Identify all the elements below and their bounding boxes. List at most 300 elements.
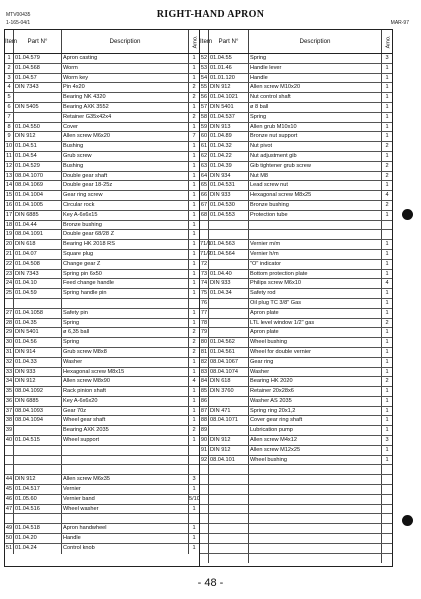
- description-cell: Double gear 18-25z: [62, 181, 189, 190]
- description-cell: Wheel support: [62, 436, 189, 445]
- table-row: [5, 83, 199, 93]
- item-cell: 34: [5, 378, 13, 385]
- quantity-cell: 1: [192, 486, 196, 493]
- description-cell: Safety pin: [62, 309, 189, 318]
- quantity-cell: 2: [192, 329, 196, 336]
- description-cell: Handle lever: [249, 64, 382, 73]
- quantity-cell: 2: [385, 162, 389, 169]
- part-number-cell: 01.04.516: [14, 505, 62, 514]
- table-row: [5, 289, 199, 299]
- quantity-cell: 1: [192, 290, 196, 297]
- item-cell: 46: [5, 495, 13, 502]
- part-number-cell: [209, 485, 249, 494]
- quantity-cell: 4: [385, 192, 389, 199]
- part-number-cell: DIN 933: [209, 279, 249, 288]
- description-cell: Apron casting: [62, 54, 189, 63]
- item-cell: 1: [5, 54, 14, 63]
- part-number-cell: 01.04.515: [14, 436, 62, 445]
- table-row: [200, 260, 392, 270]
- item-cell: 33: [5, 368, 13, 375]
- description-cell: Spring: [62, 338, 189, 347]
- description-cell: Grub screw M8x8: [62, 348, 189, 357]
- quantity-cell: 1: [192, 397, 196, 404]
- item-cell: 76: [200, 299, 208, 306]
- item-cell: 79: [200, 329, 208, 336]
- item-cell: 60: [200, 133, 208, 140]
- description-cell: [249, 465, 382, 474]
- part-number-cell: 01.04.529: [14, 162, 62, 171]
- part-number-cell: DIN 471: [209, 407, 249, 416]
- description-cell: Apron plate: [249, 309, 382, 318]
- description-cell: Wheel for double vernier: [249, 348, 382, 357]
- description-cell: Nut control shaft: [249, 93, 382, 102]
- table-row: [5, 191, 199, 201]
- table-row: [5, 377, 199, 387]
- table-row: [200, 172, 392, 182]
- description-cell: Double gear shaft: [62, 172, 189, 181]
- table-row: [200, 377, 392, 387]
- item-cell: 67: [200, 201, 208, 208]
- quantity-cell: [189, 446, 199, 455]
- part-number-cell: 01.04.55: [209, 54, 249, 63]
- table-row: [5, 132, 199, 142]
- description-cell: Vernier m/m: [249, 240, 382, 249]
- description-cell: [249, 485, 382, 494]
- quantity-cell: [382, 230, 392, 239]
- column-header-qty: [382, 30, 392, 53]
- table-row: [5, 240, 199, 250]
- table-row: [5, 113, 199, 123]
- item-cell: 27: [5, 309, 13, 316]
- item-cell: [200, 485, 209, 494]
- part-number-cell: 01.04.579: [14, 54, 62, 63]
- part-number-cell: 01.04.537: [209, 113, 249, 122]
- item-cell: 81: [200, 348, 208, 355]
- description-cell: [62, 465, 189, 474]
- table-row: [5, 64, 199, 74]
- quantity-cell: 1: [385, 388, 389, 395]
- description-cell: Nut adjustment gib: [249, 152, 382, 161]
- document-subcode: 1-165-04/1: [6, 20, 31, 26]
- item-cell: 3: [5, 74, 14, 83]
- quantity-cell: 2: [192, 94, 196, 101]
- part-number-cell: [209, 505, 249, 514]
- item-cell: 4: [5, 83, 14, 92]
- table-row: [200, 495, 392, 505]
- table-row: [200, 397, 392, 407]
- item-cell: 53: [200, 64, 208, 71]
- part-number-cell: DIN 912: [14, 475, 62, 484]
- item-cell: 38: [5, 417, 13, 424]
- item-cell: 37: [5, 407, 13, 414]
- item-cell: 62: [200, 152, 208, 159]
- item-cell: 84: [200, 378, 208, 385]
- description-cell: Gib tightener grub screw: [249, 162, 382, 171]
- part-number-cell: DIN 5401: [14, 328, 62, 337]
- description-cell: Wheel gear shaft: [62, 416, 189, 425]
- item-cell: 56: [200, 94, 208, 101]
- part-number-cell: DIN 6885: [14, 397, 62, 406]
- table-row: [200, 387, 392, 397]
- table-row: [200, 54, 392, 64]
- description-cell: Lubrication pump: [249, 426, 382, 435]
- item-cell: 22: [5, 260, 13, 267]
- table-row: [5, 74, 199, 84]
- quantity-cell: 1: [385, 290, 389, 297]
- description-cell: [249, 495, 382, 504]
- quantity-cell: 1: [385, 358, 389, 365]
- description-cell: Spring pin 6x50: [62, 270, 189, 279]
- table-row: [200, 279, 392, 289]
- quantity-cell: 1: [192, 309, 196, 316]
- table-row: [200, 465, 392, 475]
- description-cell: Key A-6x6x20: [62, 397, 189, 406]
- description-cell: Worm key: [62, 74, 189, 83]
- quantity-cell: [382, 514, 392, 523]
- quantity-cell: 1: [192, 505, 196, 512]
- quantity-cell: 1: [385, 94, 389, 101]
- quantity-cell: [382, 505, 392, 514]
- part-number-cell: 01.04.57: [14, 74, 62, 83]
- column-header-qty: [189, 30, 199, 53]
- quantity-cell: [189, 465, 199, 474]
- part-number-cell: 01.04.20: [14, 534, 62, 543]
- table-row: [200, 250, 392, 260]
- quantity-cell: 1: [385, 250, 389, 257]
- description-cell: Apron plate: [249, 328, 382, 337]
- table-row: [200, 83, 392, 93]
- table-row: [5, 201, 199, 211]
- table-row: [5, 338, 199, 348]
- table-row: [5, 475, 199, 485]
- column-header-part: Part N°: [209, 30, 249, 53]
- item-cell: 73: [200, 270, 208, 277]
- table-row: [200, 416, 392, 426]
- table-row: [5, 250, 199, 260]
- item-cell: 40: [5, 437, 13, 444]
- item-cell: [5, 299, 14, 308]
- quantity-cell: 1: [385, 339, 389, 346]
- part-number-cell: [14, 456, 62, 465]
- description-cell: Washer: [249, 368, 382, 377]
- table-row: [200, 289, 392, 299]
- table-row: [5, 162, 199, 172]
- item-cell: 25: [5, 290, 13, 297]
- item-cell: [5, 514, 14, 523]
- quantity-cell: 1: [192, 260, 196, 267]
- table-row: [5, 397, 199, 407]
- quantity-cell: 1: [192, 270, 196, 277]
- table-row: [200, 230, 392, 240]
- part-number-cell: DIN 912: [209, 83, 249, 92]
- quantity-cell: 1: [192, 388, 196, 395]
- quantity-cell: 1: [385, 64, 389, 71]
- part-number-cell: 01.04.35: [14, 319, 62, 328]
- part-number-cell: 01.04.24: [14, 544, 62, 554]
- page-title: RIGHT-HAND APRON: [156, 9, 265, 20]
- quantity-cell: 1: [385, 103, 389, 110]
- part-number-cell: DIN 5405: [14, 103, 62, 112]
- table-row: [200, 328, 392, 338]
- description-cell: [62, 446, 189, 455]
- part-number-cell: [209, 426, 249, 435]
- part-number-cell: DIN 912: [209, 436, 249, 445]
- item-cell: 91: [200, 446, 208, 453]
- quantity-cell: 1: [192, 201, 196, 208]
- part-number-cell: 01.04.1005: [14, 201, 62, 210]
- table-row: [200, 348, 392, 358]
- table-row: [5, 93, 199, 103]
- item-cell: [200, 465, 209, 474]
- quantity-cell: [382, 544, 392, 553]
- description-cell: [249, 230, 382, 239]
- description-cell: Wheel bushing: [249, 456, 382, 465]
- description-cell: Allen screw M10x20: [249, 83, 382, 92]
- document-code: MTV00435: [6, 12, 31, 18]
- description-cell: Cover: [62, 123, 189, 132]
- quantity-cell: 1: [192, 525, 196, 532]
- item-cell: 52: [200, 55, 208, 61]
- description-cell: Allen screw M6x35: [62, 475, 189, 484]
- part-number-cell: [14, 426, 62, 435]
- quantity-cell: 2: [385, 378, 389, 385]
- table-row: [5, 495, 199, 505]
- item-cell: 80: [200, 339, 208, 346]
- part-number-cell: 01.04.508: [14, 260, 62, 269]
- quantity-cell: 2: [385, 319, 389, 326]
- quantity-cell: 1: [192, 241, 196, 248]
- item-cell: 35: [5, 388, 13, 395]
- column-header-description: Description: [249, 30, 382, 53]
- part-number-cell: [209, 495, 249, 504]
- description-cell: Gear ring: [249, 358, 382, 367]
- item-cell: 82: [200, 358, 208, 365]
- quantity-cell: [382, 485, 392, 494]
- description-cell: Pin 4x20: [62, 83, 189, 92]
- table-row: [200, 270, 392, 280]
- description-cell: Worm: [62, 64, 189, 73]
- part-number-cell: [209, 299, 249, 308]
- quantity-cell: 1: [192, 280, 196, 287]
- item-cell: 19: [5, 231, 13, 238]
- part-number-cell: DIN 6885: [14, 211, 62, 220]
- item-cell: 12: [5, 162, 13, 169]
- table-row: [200, 152, 392, 162]
- item-cell: [200, 514, 209, 523]
- item-cell: 45: [5, 486, 13, 493]
- quantity-cell: 1: [385, 74, 389, 81]
- item-cell: 83: [200, 368, 208, 375]
- quantity-cell: 1: [192, 182, 196, 189]
- description-cell: Allen grub M10x10: [249, 123, 382, 132]
- quantity-cell: 1: [385, 113, 389, 120]
- part-number-cell: 01.04.51: [14, 142, 62, 151]
- item-cell: 65: [200, 182, 208, 189]
- item-cell: [200, 534, 209, 543]
- part-number-cell: 01.04.22: [209, 152, 249, 161]
- quantity-cell: 1: [385, 123, 389, 130]
- description-cell: [62, 456, 189, 465]
- item-cell: 5: [5, 93, 14, 102]
- item-cell: 24: [5, 280, 13, 287]
- quantity-cell: 1: [385, 152, 389, 159]
- description-cell: Allen screw M4x12: [249, 436, 382, 445]
- part-number-cell: 01.04.517: [14, 485, 62, 494]
- description-cell: LTL level window 1/2" gas: [249, 319, 382, 328]
- table-row: [200, 534, 392, 544]
- quantity-cell: [189, 456, 199, 465]
- part-number-cell: [14, 514, 62, 523]
- item-cell: 14: [5, 182, 13, 189]
- item-cell: 58: [200, 113, 208, 120]
- table-row: [200, 162, 392, 172]
- description-cell: Bushing: [62, 162, 189, 171]
- part-number-cell: 01.04.10: [14, 279, 62, 288]
- item-cell: 18: [5, 221, 13, 228]
- table-header: [5, 30, 199, 54]
- item-cell: [5, 465, 14, 474]
- binder-hole: [402, 209, 413, 220]
- description-cell: Vernier band: [62, 495, 189, 504]
- quantity-cell: 1: [192, 368, 196, 375]
- part-number-cell: 01.01.120: [209, 74, 249, 83]
- part-number-cell: DIN 933: [14, 368, 62, 377]
- item-cell: 77: [200, 309, 208, 316]
- part-number-cell: 01.04.553: [209, 211, 249, 220]
- table-row: [200, 446, 392, 456]
- part-number-cell: 01.04.530: [209, 201, 249, 210]
- part-number-cell: DIN 3760: [209, 387, 249, 396]
- part-number-cell: [209, 260, 249, 269]
- column-header-qty-label: Amo.: [385, 35, 392, 49]
- description-cell: ø 6,35 ball: [62, 328, 189, 337]
- quantity-cell: 4: [192, 378, 196, 385]
- quantity-cell: 1: [385, 348, 389, 355]
- part-number-cell: 01.04.568: [14, 64, 62, 73]
- description-cell: [249, 514, 382, 523]
- table-row: [5, 260, 199, 270]
- table-row: [200, 103, 392, 113]
- part-number-cell: 01.04.59: [14, 289, 62, 298]
- description-cell: Hexagonal screw M8x15: [62, 368, 189, 377]
- part-number-cell: [209, 475, 249, 484]
- part-number-cell: 01.04.40: [209, 270, 249, 279]
- description-cell: [62, 299, 189, 308]
- part-number-cell: DIN 914: [14, 348, 62, 357]
- table-row: [5, 485, 199, 495]
- part-number-cell: DIN 912: [209, 446, 249, 455]
- table-row: [5, 514, 199, 524]
- part-number-cell: 08.04.1071: [209, 416, 249, 425]
- part-number-cell: 01.04.34: [209, 289, 249, 298]
- description-cell: Gear ring screw: [62, 191, 189, 200]
- table-row: [5, 142, 199, 152]
- part-number-cell: [209, 534, 249, 543]
- quantity-cell: 1: [192, 64, 196, 71]
- description-cell: Bronze bushing: [249, 201, 382, 210]
- quantity-cell: 2: [192, 113, 196, 120]
- description-cell: Handle: [62, 534, 189, 543]
- table-row: [200, 505, 392, 515]
- part-number-cell: 08.04.1074: [209, 368, 249, 377]
- table-row: [5, 270, 199, 280]
- description-cell: Hexagonal screw M8x25: [249, 191, 382, 200]
- item-cell: 2: [5, 64, 14, 73]
- part-number-cell: [209, 544, 249, 553]
- column-header-item: Item: [200, 30, 209, 53]
- part-number-cell: 01.04.1058: [14, 309, 62, 318]
- description-cell: Bushing: [62, 142, 189, 151]
- table-row: [5, 416, 199, 426]
- quantity-cell: 1: [385, 329, 389, 336]
- table-row: [5, 152, 199, 162]
- table-row: [200, 319, 392, 329]
- quantity-cell: [382, 221, 392, 230]
- item-cell: [5, 446, 14, 455]
- quantity-cell: 1: [192, 319, 196, 326]
- description-cell: "O" indicator: [249, 260, 382, 269]
- table-row: [5, 534, 199, 544]
- item-cell: 55: [200, 84, 208, 91]
- description-cell: Lead screw nut: [249, 181, 382, 190]
- quantity-cell: 7: [192, 133, 196, 140]
- table-row: [5, 211, 199, 221]
- part-number-cell: [209, 221, 249, 230]
- description-cell: Change gear Z: [62, 260, 189, 269]
- table-row: [200, 475, 392, 485]
- item-cell: 36: [5, 397, 13, 404]
- table-row: [5, 230, 199, 240]
- part-number-cell: [14, 113, 62, 122]
- part-number-cell: 01.04.89: [209, 132, 249, 141]
- part-number-cell: 01.04.32: [209, 142, 249, 151]
- part-number-cell: 01.04.33: [14, 358, 62, 367]
- quantity-cell: [382, 524, 392, 533]
- description-cell: Retainer G35x42x4: [62, 113, 189, 122]
- item-cell: 72: [200, 260, 208, 267]
- item-cell: 66: [200, 192, 208, 199]
- quantity-cell: 2: [385, 143, 389, 150]
- quantity-cell: 1: [385, 133, 389, 140]
- description-cell: [249, 554, 382, 564]
- item-cell: 11: [5, 152, 14, 161]
- part-number-cell: 01.04.54: [14, 152, 62, 161]
- quantity-cell: 1: [385, 309, 389, 316]
- description-cell: Double gear 68/28 Z: [62, 230, 189, 239]
- item-cell: 21: [5, 250, 13, 257]
- table-row: [5, 181, 199, 191]
- quantity-cell: 2: [192, 84, 196, 91]
- part-number-cell: DIN 913: [209, 123, 249, 132]
- item-cell: 10: [5, 143, 13, 150]
- part-number-cell: DIN 934: [209, 172, 249, 181]
- table-row: [200, 524, 392, 534]
- description-cell: Spring: [249, 113, 382, 122]
- description-cell: Apron handwheel: [62, 524, 189, 533]
- quantity-cell: [382, 475, 392, 484]
- item-cell: 64: [200, 172, 208, 179]
- table-row: [200, 142, 392, 152]
- description-cell: Nut pivot: [249, 142, 382, 151]
- quantity-cell: 1: [192, 162, 196, 169]
- item-cell: [200, 524, 209, 533]
- description-cell: [249, 221, 382, 230]
- table-row: [5, 309, 199, 319]
- table-row: [200, 93, 392, 103]
- part-number-cell: 01.01.46: [209, 64, 249, 73]
- table-row: [5, 524, 199, 534]
- page-number: - 48 -: [197, 577, 224, 589]
